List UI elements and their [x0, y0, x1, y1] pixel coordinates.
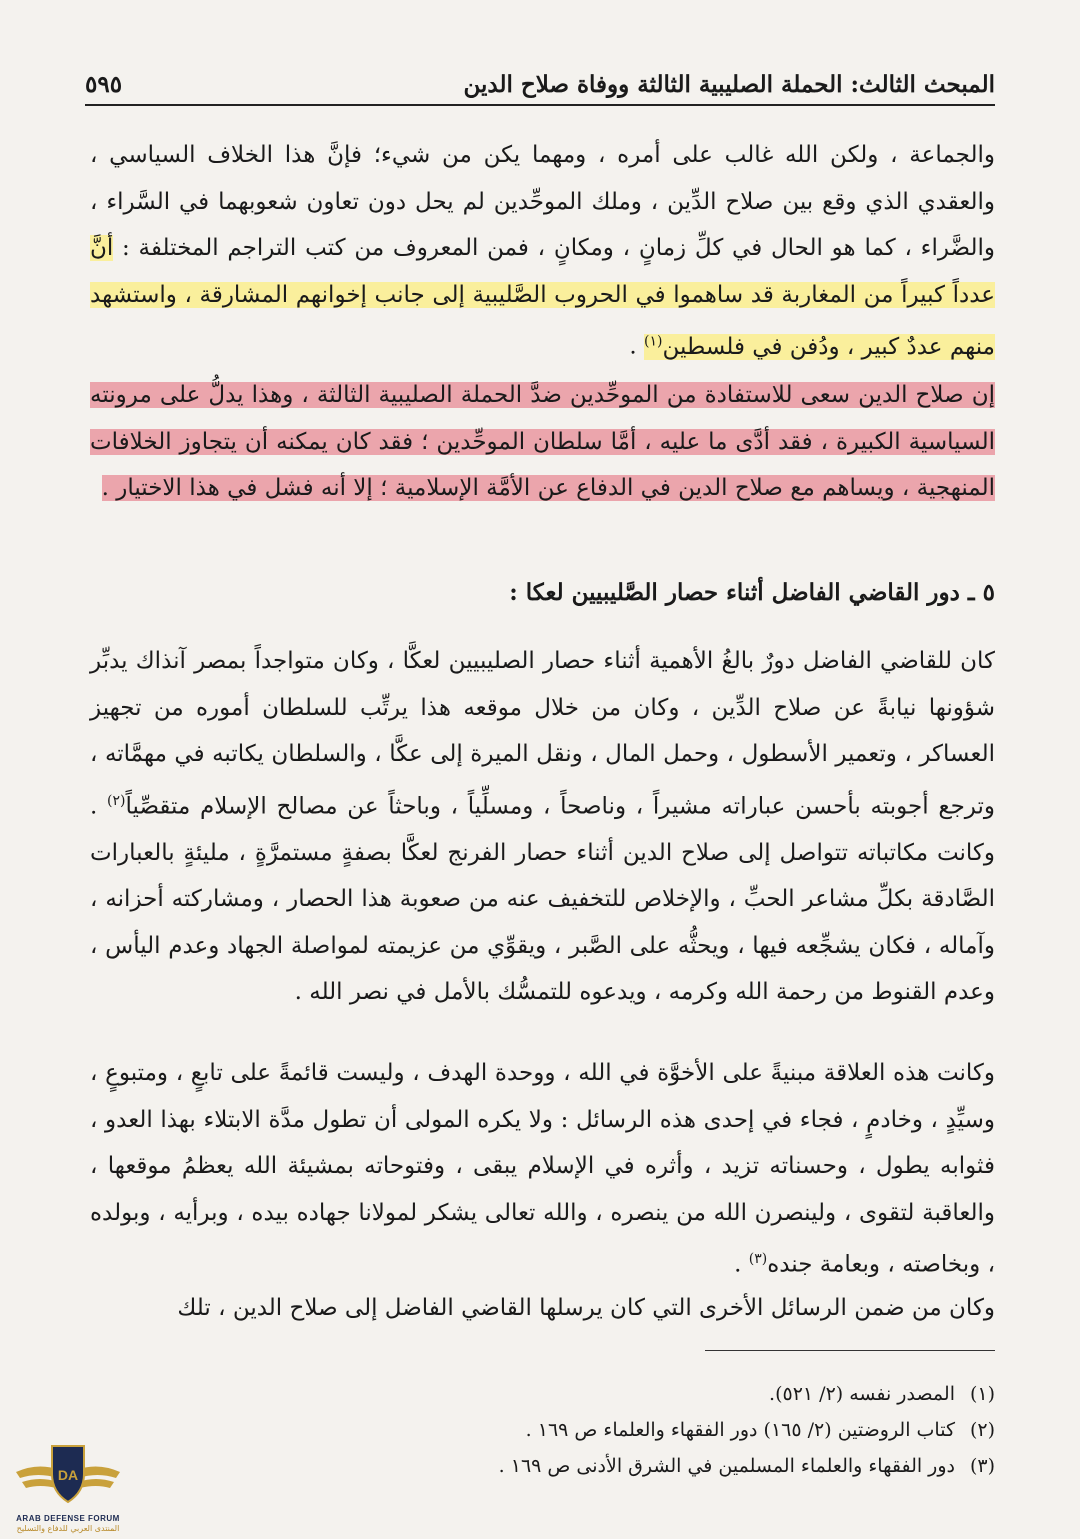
footnote-ref-1[interactable]: (١): [644, 333, 663, 349]
running-header: [85, 64, 995, 106]
paragraph-4-end: .: [734, 1251, 749, 1278]
footnote-text: كتاب الروضتين (٢/ ١٦٥) دور الفقهاء والعلماء ص ١٦٩ .: [525, 1419, 955, 1441]
shield-wings-icon: [8, 1440, 128, 1520]
section-heading: ٥ ـ دور القاضي الفاضل أثناء حصار الصَّليبيين لعكا :: [509, 579, 995, 606]
paragraph-4: [90, 1050, 995, 1288]
paragraph-1: [90, 132, 995, 370]
footnote-ref-3[interactable]: (٣): [748, 1251, 768, 1267]
paragraph-4-text: وكانت هذه العلاقة مبنيةً على الأخوَّة في الله ، ووحدة الهدف ، وليست قائمةً على تابعٍ ، ومتبوعٍ ، وسيِّدٍ ، وخادمٍ ، فجاء في إحدى هذه الرسائل : ولا يكره المولى أن تطول مدَّة الابتلاء بهذا العدو ، فثوابه يطول ، وحسناته تزيد ، وأثره في الإسلام يبقى ، وفتوحاته بمشيئة الله يعظمُ موقعها ، والعاقبة لتقوى ، ولينصرن الله من ينصره ، والله تعالى يشكر لمولانا جهاده بيده ، وبرأيه ، وبولده ، وبخاصته ، وبعامة جنده: [90, 1060, 995, 1278]
red-highlight: إن صلاح الدين سعى للاستفادة من الموحِّدين ضدَّ الحملة الصليبية الثالثة ، وهذا يدلُّ على مرونته السياسية الكبيرة ، فقد أدَّى ما عليه ، أمَّا سلطان الموحِّدين ؛ فقد كان يمكنه أن يتجاوز الخلافات المنهجية ، ويساهم مع صلاح الدين في الدفاع عن الأمَّة الإسلامية ؛ إلا أنه فشل في هذا الاختيار .: [90, 382, 995, 501]
footnote-item: [300, 1412, 995, 1448]
footnote-text: المصدر نفسه (٢/ ٥٢١).: [769, 1383, 955, 1405]
chapter-title: المبحث الثالث: الحملة الصليبية الثالثة ووفاة صلاح الدين: [463, 70, 995, 98]
footnote-number: (٢): [969, 1419, 995, 1441]
paragraph-3: [90, 638, 995, 1016]
paragraph-5: [90, 1285, 995, 1332]
footnote-item: [300, 1376, 995, 1412]
footnote-text: دور الفقهاء والعلماء المسلمين في الشرق الأدنى ص ١٦٩ .: [498, 1455, 955, 1477]
watermark-logo: [8, 1440, 128, 1535]
logo-name-en: ARAB DEFENSE FORUM: [16, 1514, 120, 1523]
footnote-number: (٣): [969, 1455, 995, 1477]
page-number: ٥٩٥: [85, 70, 123, 98]
paragraph-1-end: .: [629, 333, 645, 360]
footnote-ref-2[interactable]: (٢): [107, 792, 126, 809]
logo-abbrev: DA: [57, 1467, 79, 1483]
paragraph-3-text: كان للقاضي الفاضل دورٌ بالغُ الأهمية أثناء حصار الصليبيين لعكَّا ، وكان متواجداً بمصر آنذاك يدبِّر شؤونها نيابةً عن صلاح الدِّين ، وكان من خلال موقعه هذا يرتِّب للسلطان أموره من تجهيز العساكر ، وتعمير الأسطول ، وحمل المال ، ونقل الميرة إلى عكَّا ، والسلطان يكاتبه في مهمَّاته ، وترجع أجوبته بأحسن عباراته مشيراً ، وناصحاً ، ومسلِّياً ، وباحثاً عن مصالح الإسلام متقصِّياً: [90, 648, 995, 820]
footnotes: [300, 1376, 995, 1484]
paragraph-2: [90, 372, 995, 512]
paragraph-3-text-cont: . وكانت مكاتباته تتواصل إلى صلاح الدين أثناء حصار الفرنج لعكَّا بصفةٍ مستمرَّةٍ ، مليئةٍ بالعبارات الصَّادقة بكلِّ مشاعر الحبِّ ، والإخلاص للتخفيف عنه من صعوبة هذا الحصار ، ومشاركته أحزانه ، وآماله ، فكان يشجِّعه فيها ، ويحثُّه على الصَّبر ، ويقوِّي من عزيمته لمواصلة الجهاد وعدم اليأس ، وعدم القنوط من رحمة الله وكرمه ، ويدعوه للتمسُّك بالأمل في نصر الله .: [90, 793, 995, 1006]
paragraph-5-text: وكان من ضمن الرسائل الأخرى التي كان يرسلها القاضي الفاضل إلى صلاح الدين ، تلك: [177, 1295, 995, 1321]
footnote-divider: [705, 1350, 995, 1351]
paragraph-1-text: والجماعة ، ولكن الله غالب على أمره ، ومهما يكن من شيء؛ فإنَّ هذا الخلاف السياسي ، والعقدي الذي وقع بين صلاح الدِّين ، وملك الموحِّدين لم يحل دون تعاون شعوبهما في السَّراء ، والضَّراء ، كما هو الحال في كلِّ زمانٍ ، ومكانٍ ، فمن المعروف من كتب التراجم المختلفة :: [90, 142, 995, 261]
footnote-number: (١): [969, 1383, 995, 1405]
logo-name-ar: المنتدى العربي للدفاع والتسليح: [16, 1524, 120, 1533]
footnote-item: [300, 1448, 995, 1484]
yellow-highlight-text: أنَّ عدداً كبيراً من المغاربة قد ساهموا في الحروب الصَّليبية إلى جانب إخوانهم المشارقة ، واستشهد منهم عددٌ كبير ، ودُفن في فلسطين: [90, 235, 995, 360]
